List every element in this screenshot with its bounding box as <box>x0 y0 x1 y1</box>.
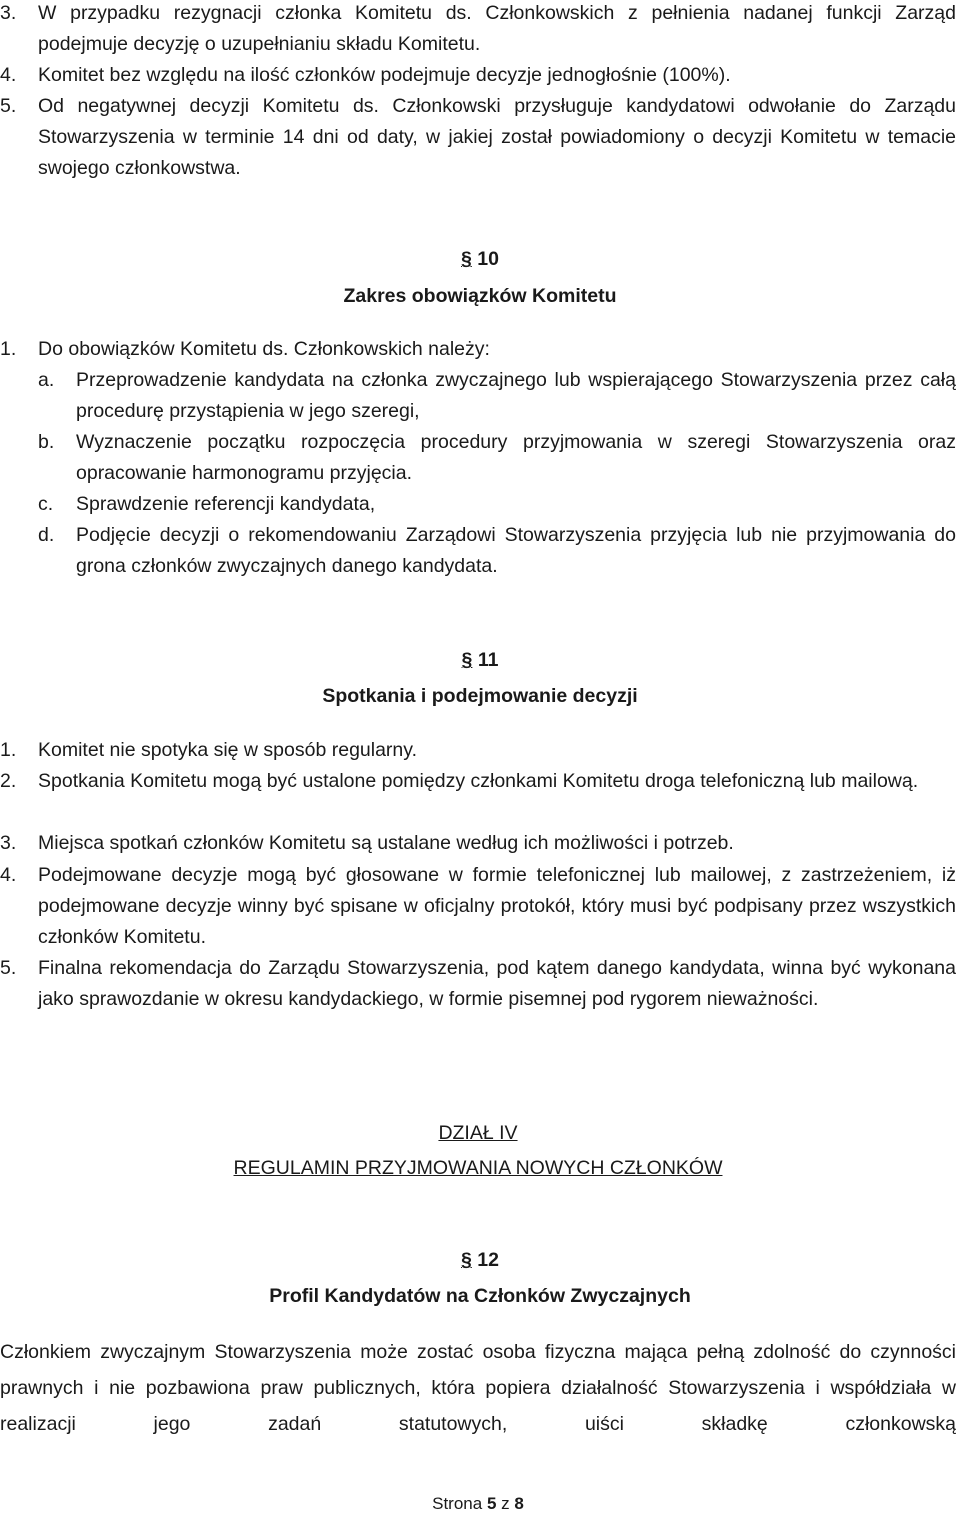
section-number: 10 <box>477 248 499 270</box>
list-item <box>0 766 956 797</box>
chapter-label: DZIAŁ IV <box>438 1122 518 1144</box>
sub-item-letter: c. <box>38 493 54 515</box>
item-text: Podejmowane decyzje mogą być głosowane w formie telefonicznej lub mailowej, z zastrzeżeniem, iż podejmowane decyzje winny być spisane w oficjalny protokół, który musi być podpisany przez wszystkich członków Komitetu. <box>38 864 956 948</box>
section-symbol: § <box>461 649 473 671</box>
item-text: Spotkania Komitetu mogą być ustalone pomiędzy członkami Komitetu droga telefoniczną lub mailową. <box>38 770 919 792</box>
chapter-title: REGULAMIN PRZYJMOWANIA NOWYCH CZŁONKÓW <box>233 1157 723 1179</box>
section-number: 12 <box>477 1249 499 1271</box>
item-text: Miejsca spotkań członków Komitetu są ustalane według ich możliwości i potrzeb. <box>38 832 734 854</box>
item-text: Komitet nie spotyka się w sposób regularny. <box>38 739 417 761</box>
sub-item-text: Podjęcie decyzji o rekomendowaniu Zarządowi Stowarzyszenia przyjęcia lub nie przyjmowania do grona członków zwyczajnych danego kandydata. <box>76 524 956 577</box>
sub-item-letter: a. <box>38 369 55 391</box>
list-item <box>0 91 956 184</box>
sub-item-text: Wyznaczenie początku rozpoczęcia procedury przyjmowania w szeregi Stowarzyszenia oraz opracowanie harmonogramu przyjęcia. <box>76 431 956 484</box>
footer-page-total: 8 <box>514 1494 524 1513</box>
item-number: 1. <box>0 739 17 761</box>
section-number: 11 <box>477 649 499 671</box>
list-item <box>0 735 956 766</box>
footer-page-number: 5 <box>486 1494 497 1513</box>
list-item <box>0 860 956 953</box>
item-text: Komitet bez względu na ilość członków podejmuje decyzje jednogłośnie (100%). <box>38 64 731 86</box>
list-item <box>0 828 956 859</box>
section-11-title: Spotkania i podejmowanie decyzji <box>322 685 638 707</box>
section-symbol: § <box>461 1249 472 1271</box>
item-text: Finalna rekomendacja do Zarządu Stowarzyszenia, pod kątem danego kandydata, winna być wykonana jako sprawozdanie w okresu kandydackiego, w formie pisemnej pod rygorem nieważności. <box>38 957 956 1010</box>
sub-item-letter: d. <box>38 524 55 546</box>
sub-item <box>38 427 956 489</box>
list-item <box>0 60 956 91</box>
section-symbol: § <box>461 248 472 270</box>
item-text: Do obowiązków Komitetu ds. Członkowskich należy: <box>38 338 490 360</box>
sub-item <box>38 520 956 582</box>
section-10-title: Zakres obowiązków Komitetu <box>343 285 617 307</box>
section-12-paragraph: Członkiem zwyczajnym Stowarzyszenia może zostać osoba fizyczna mająca pełną zdolność do czynności prawnych i nie pozbawiona praw publicznych, która popiera działalność Stowarzyszenia i współdziała w realizacji jego zadań statutowych, uiści składkę członkowską <box>0 1341 956 1435</box>
item-text: Od negatywnej decyzji Komitetu ds. Członkowski przysługuje kandydatowi odwołanie do Zarządu Stowarzyszenia w terminie 14 dni od daty, w jakiej został powiadomiony o decyzji Komitetu w temacie swojego członkowstwa. <box>38 95 956 179</box>
section-12-title: Profil Kandydatów na Członków Zwyczajnych <box>269 1285 691 1307</box>
item-number: 2. <box>0 770 17 792</box>
item-number: 3. <box>0 832 17 854</box>
item-text: W przypadku rezygnacji członka Komitetu ds. Członkowskich z pełnienia nadanej funkcji Zarząd podejmuje decyzję o uzupełnianiu składu Komitetu. <box>38 2 956 55</box>
page-footer <box>0 1492 956 1516</box>
item-number: 4. <box>0 864 17 886</box>
sub-item-letter: b. <box>38 431 55 453</box>
section-12-number <box>0 1242 960 1278</box>
sub-item-text: Przeprowadzenie kandydata na członka zwyczajnego lub wspierającego Stowarzyszenia przez całą procedurę przystąpienia w jego szeregi, <box>76 369 956 422</box>
list-item <box>0 953 956 1015</box>
item-number: 1. <box>0 338 17 360</box>
list-item <box>0 334 956 365</box>
sub-item <box>38 489 956 520</box>
item-number: 4. <box>0 64 17 86</box>
section-10-number <box>0 241 960 277</box>
footer-prefix: Strona <box>432 1494 483 1513</box>
item-number: 5. <box>0 95 17 117</box>
item-number: 5. <box>0 957 17 979</box>
section-11-number <box>0 642 960 678</box>
sub-item <box>38 365 956 427</box>
sub-item-text: Sprawdzenie referencji kandydata, <box>76 493 376 515</box>
footer-separator: z <box>501 1494 510 1513</box>
item-number: 3. <box>0 2 17 24</box>
list-item <box>0 0 956 60</box>
